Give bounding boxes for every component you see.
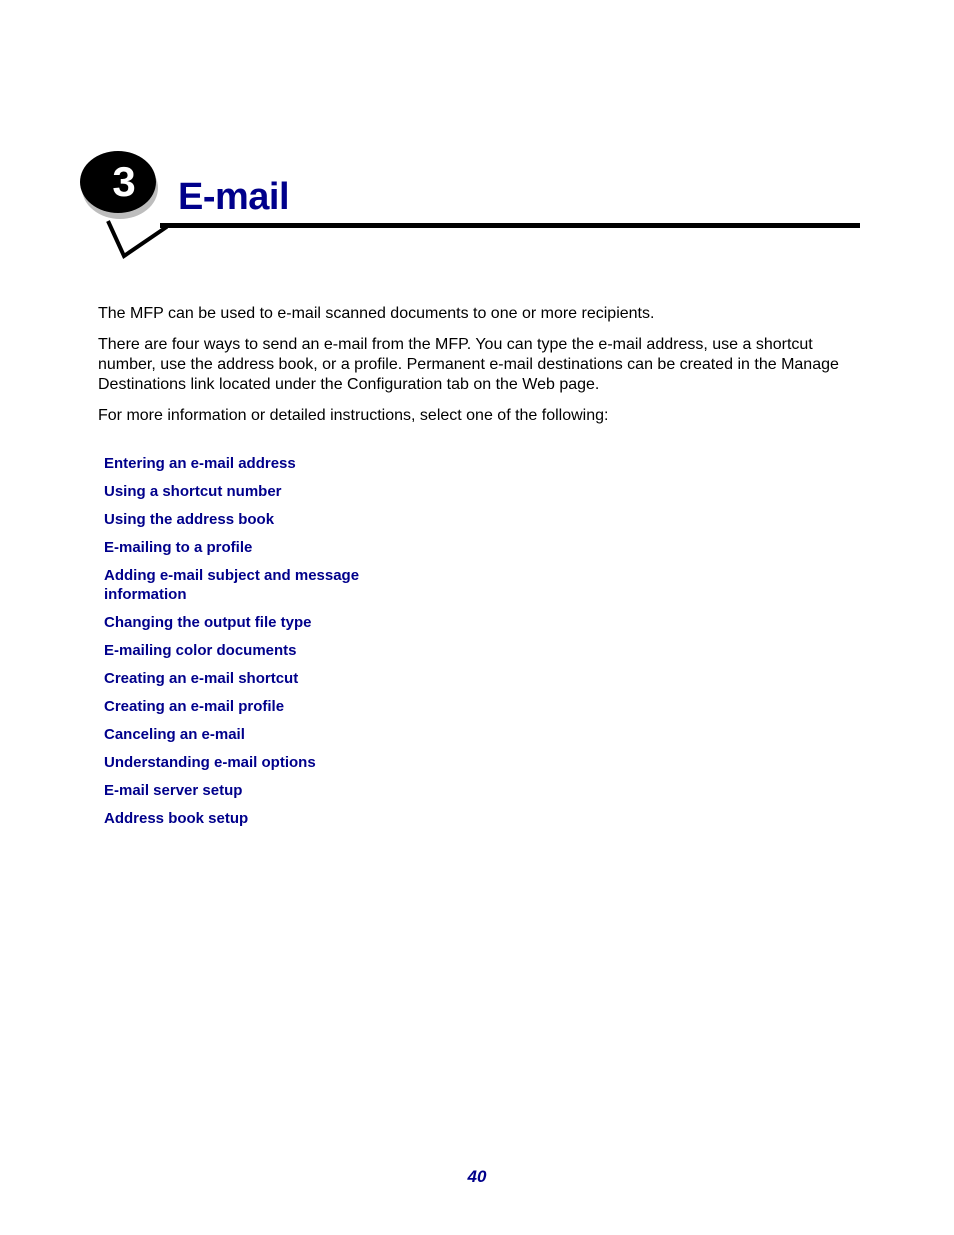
link-entering-email-address[interactable]: Entering an e-mail address [104,455,296,472]
list-item [104,753,404,772]
list-item [104,669,404,688]
link-creating-email-shortcut[interactable]: Creating an e-mail shortcut [104,670,299,687]
link-emailing-color-documents[interactable]: E-mailing color documents [104,642,297,659]
link-understanding-email-options[interactable]: Understanding e-mail options [104,754,316,771]
list-item [104,697,404,716]
list-item [104,566,404,604]
list-item [104,454,404,473]
title-rule [160,223,860,228]
link-using-shortcut-number[interactable]: Using a shortcut number [104,483,282,500]
chapter-number-badge [78,148,168,260]
link-changing-output-file-type[interactable]: Changing the output file type [104,614,312,631]
link-adding-subject-message[interactable]: Adding e-mail subject and message information [104,567,360,603]
list-item [104,809,404,828]
page-number: 40 [467,1167,487,1186]
list-item [104,641,404,660]
chapter-number: 3 [112,158,136,205]
list-item [104,510,404,529]
link-email-server-setup[interactable]: E-mail server setup [104,782,243,799]
list-item [104,538,404,557]
link-address-book-setup[interactable]: Address book setup [104,810,249,827]
chapter-title: E-mail [178,176,290,218]
link-canceling-email[interactable]: Canceling an e-mail [104,726,245,743]
topic-link-list [104,454,404,837]
ways-paragraph: There are four ways to send an e-mail from the MFP. You can type the e-mail address, use a shortcut number, use the address book, or a profile. Permanent e-mail destinations can be created in the Manage Destinations link located under the Configuration tab on the Web page. [98,336,839,393]
list-item [104,781,404,800]
list-item [104,613,404,632]
link-using-address-book[interactable]: Using the address book [104,511,275,528]
chapter-badge-graphic [78,148,168,260]
list-item [104,482,404,501]
intro-paragraph: The MFP can be used to e-mail scanned documents to one or more recipients. [98,305,655,322]
link-creating-email-profile[interactable]: Creating an e-mail profile [104,698,285,715]
list-item [104,725,404,744]
link-emailing-to-profile[interactable]: E-mailing to a profile [104,539,253,556]
more-info-paragraph: For more information or detailed instructions, select one of the following: [98,407,609,424]
